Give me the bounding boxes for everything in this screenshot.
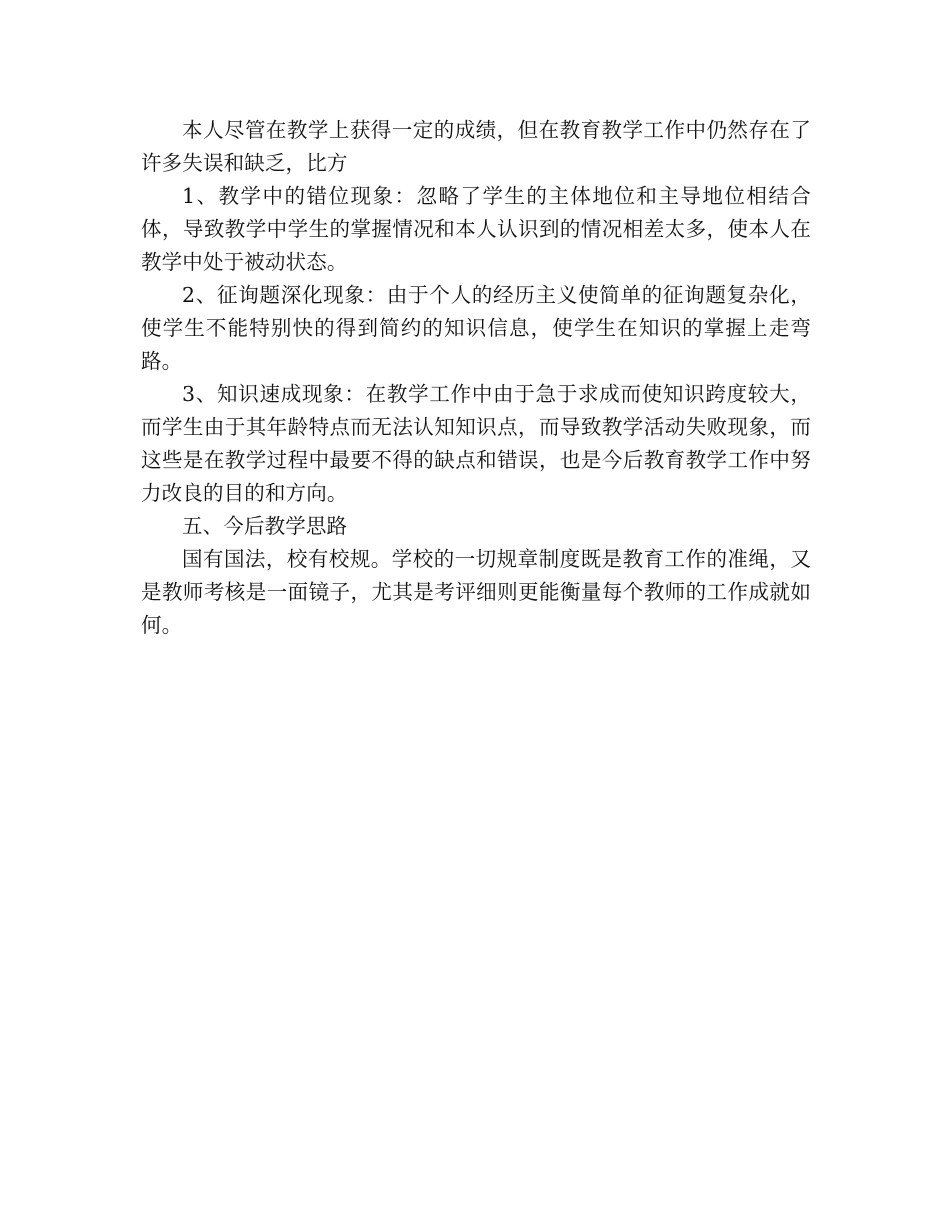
- paragraph-item-2: 2、征询题深化现象：由于个人的经历主义使简单的征询题复杂化，使学生不能特别快的得到简约的知识信息，使学生在知识的掌握上走弯路。: [141, 283, 811, 373]
- paragraph-intro: 本人尽管在教学上获得一定的成绩，但在教育教学工作中仍然存在了许多失误和缺乏，比方: [141, 118, 811, 175]
- paragraph-closing: 国有国法，校有校规。学校的一切规章制度既是教育工作的准绳，又是教师考核是一面镜子，尤其是考评细则更能衡量每个教师的工作成就如何。: [141, 547, 811, 637]
- document-body: [141, 114, 811, 642]
- section-heading: 五、今后教学思路: [182, 514, 348, 538]
- paragraph-item-1: 1、教学中的错位现象：忽略了学生的主体地位和主导地位相结合体，导致教学中学生的掌握情况和本人认识到的情况相差太多，使本人在教学中处于被动状态。: [141, 184, 811, 274]
- paragraph-item-3: 3、知识速成现象：在教学工作中由于急于求成而使知识跨度较大，而学生由于其年龄特点而无法认知知识点，而导致教学活动失败现象，而这些是在教学过程中最要不得的缺点和错误，也是今后教育教学工作中努力改良的目的和方向。: [141, 382, 811, 505]
